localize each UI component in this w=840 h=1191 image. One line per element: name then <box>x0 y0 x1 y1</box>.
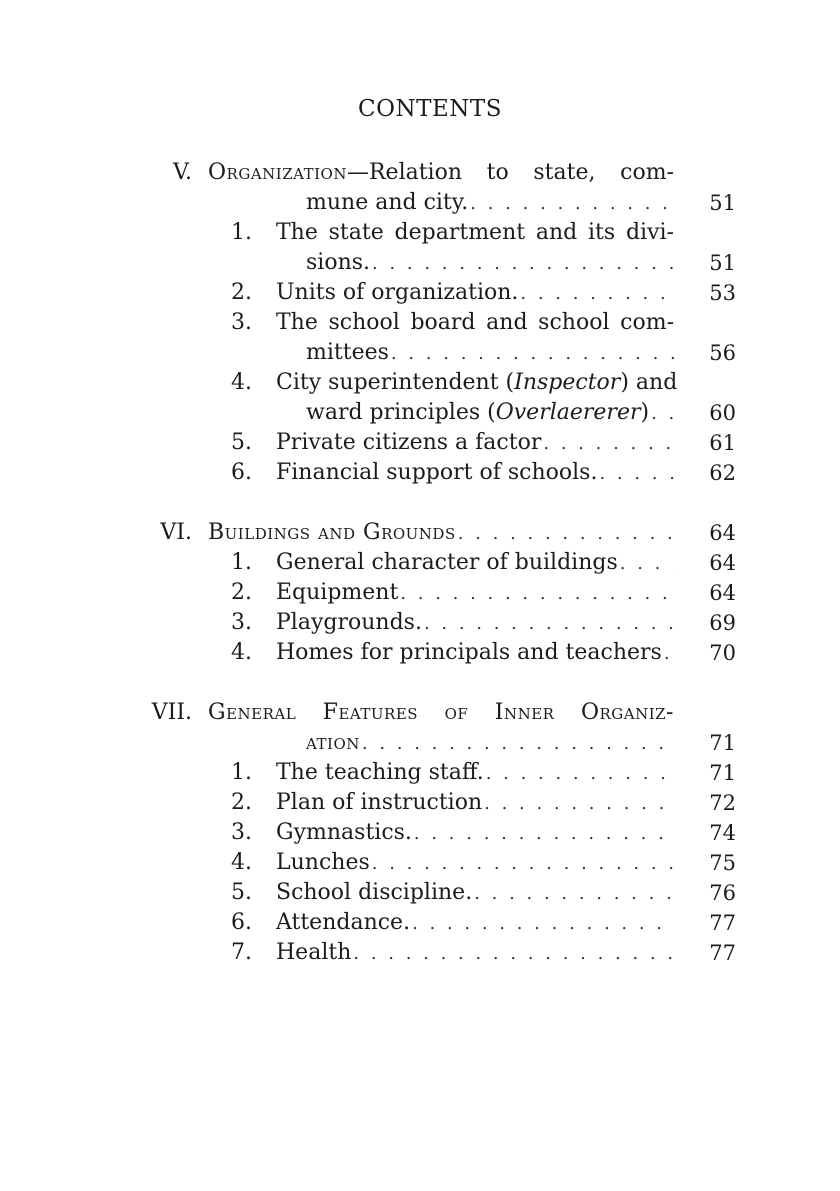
entry-number: 2. <box>231 790 252 815</box>
entry-text <box>276 458 674 488</box>
leader-dots <box>353 939 674 968</box>
entry-text-value: Financial support of schools. <box>276 460 598 485</box>
leader-dots <box>372 249 674 278</box>
page-number: 53 <box>709 281 736 305</box>
page-number: 51 <box>709 191 736 215</box>
entry-text <box>276 758 674 788</box>
entry-text <box>276 818 674 848</box>
entry-text-cont-text: sions. <box>306 250 371 275</box>
page-number: 77 <box>709 941 736 965</box>
page-number: 71 <box>709 761 736 785</box>
entry-number: 4. <box>231 370 252 395</box>
section-heading-cont-text: mune and city. <box>306 190 469 215</box>
entry-text <box>276 848 674 878</box>
entry-text-value: Attendance. <box>276 910 411 935</box>
entry-text <box>276 878 674 908</box>
leader-dots <box>599 459 674 488</box>
entry-text <box>276 638 674 668</box>
page-number: 51 <box>709 251 736 275</box>
section-number: VII. <box>151 700 192 725</box>
section-heading-cont <box>306 728 674 758</box>
entry-number: 2. <box>231 580 252 605</box>
entry-text <box>276 278 674 308</box>
page-number: 71 <box>709 731 736 755</box>
entry-number: 3. <box>231 610 252 635</box>
entry-text-value: Plan of instruction <box>276 790 483 815</box>
entry-text-value: The teaching staff. <box>276 760 484 785</box>
leader-dots <box>412 909 674 938</box>
entry-number: 2. <box>231 280 252 305</box>
entry-text-value: School discipline. <box>276 880 473 905</box>
entry-number: 7. <box>231 940 252 965</box>
entry-number: 4. <box>231 850 252 875</box>
page-number: 64 <box>709 521 736 545</box>
leader-dots <box>486 759 674 788</box>
section-heading-rest: —Relation to state, com- <box>346 160 674 185</box>
page-number: 74 <box>709 821 736 845</box>
page-number: 62 <box>709 461 736 485</box>
page-number: 69 <box>709 611 736 635</box>
section-heading: General Features of Inner Organiz- <box>208 700 674 725</box>
leader-dots <box>424 609 674 638</box>
entry-text <box>276 578 674 608</box>
leader-dots <box>391 339 674 368</box>
leader-dots <box>520 279 674 308</box>
leader-dots <box>484 789 674 818</box>
section-heading-cont-text: ation <box>306 730 360 755</box>
entry-text-cont-text: mittees <box>306 340 389 365</box>
leader-dots <box>372 849 674 878</box>
entry-text-italic: Overlaererer <box>495 400 641 425</box>
entry-text-cont <box>306 248 674 278</box>
section-number: V. <box>172 160 192 185</box>
section-heading-caps: Organization <box>208 160 347 185</box>
entry-text <box>276 788 674 818</box>
entry-text-b: ) <box>640 400 650 425</box>
entry-number: 5. <box>231 880 252 905</box>
entry-text: The school board and school com- <box>276 310 674 335</box>
section-heading <box>208 158 674 188</box>
entry-number: 6. <box>231 460 252 485</box>
entry-text-b: ) and <box>620 370 678 395</box>
entry-text-value: Homes for principals and teachers <box>276 640 662 665</box>
leader-dots <box>414 819 674 848</box>
entry-text-italic: Inspector <box>514 370 621 395</box>
leader-dots <box>470 189 674 218</box>
entry-text <box>276 548 674 578</box>
page-number: 75 <box>709 851 736 875</box>
leader-dots <box>362 729 674 758</box>
entry-text-value: Playgrounds. <box>276 610 422 635</box>
entry-text: The state department and its divi- <box>276 220 674 245</box>
entry-text-value: Units of organization. <box>276 280 519 305</box>
entry-number: 4. <box>231 640 252 665</box>
entry-number: 1. <box>231 220 252 245</box>
entry-text <box>276 428 674 458</box>
entry-text-cont <box>306 338 674 368</box>
entry-text-value: General character of buildings <box>276 550 618 575</box>
leader-dots <box>620 549 674 578</box>
page-number: 64 <box>709 551 736 575</box>
page-number: 56 <box>709 341 736 365</box>
entry-text-value: Health <box>276 940 352 965</box>
entry-text-cont-text <box>306 398 649 428</box>
leader-dots <box>543 429 674 458</box>
section-heading-caps: Buildings and Grounds <box>208 520 456 545</box>
leader-dots <box>664 639 674 668</box>
section-heading-cont <box>306 188 674 218</box>
entry-number: 1. <box>231 550 252 575</box>
entry-number: 1. <box>231 760 252 785</box>
page-number: 76 <box>709 881 736 905</box>
entry-text-cont <box>306 398 674 428</box>
page-number: 60 <box>709 401 736 425</box>
entry-text-value: Gymnastics. <box>276 820 412 845</box>
entry-text <box>276 608 674 638</box>
entry-number: 5. <box>231 430 252 455</box>
entry-text <box>276 368 678 398</box>
entry-number: 3. <box>231 310 252 335</box>
entry-number: 3. <box>231 820 252 845</box>
entry-text-a: ward principles ( <box>306 400 496 425</box>
entry-text-a: City superintendent ( <box>276 370 515 395</box>
leader-dots <box>474 879 674 908</box>
entry-number: 6. <box>231 910 252 935</box>
page-title: CONTENTS <box>358 96 502 122</box>
entry-text <box>276 938 674 968</box>
entry-text-value: Private citizens a factor <box>276 430 542 455</box>
leader-dots <box>651 399 674 428</box>
leader-dots <box>458 519 674 548</box>
entry-text <box>276 908 674 938</box>
entry-text-value: Lunches <box>276 850 370 875</box>
page-number: 77 <box>709 911 736 935</box>
section-heading <box>208 518 674 548</box>
page-number: 64 <box>709 581 736 605</box>
section-number: VI. <box>160 520 192 545</box>
page-number: 72 <box>709 791 736 815</box>
page-number: 61 <box>709 431 736 455</box>
entry-text-value: Equipment <box>276 580 399 605</box>
leader-dots <box>400 579 674 608</box>
page-number: 70 <box>709 641 736 665</box>
